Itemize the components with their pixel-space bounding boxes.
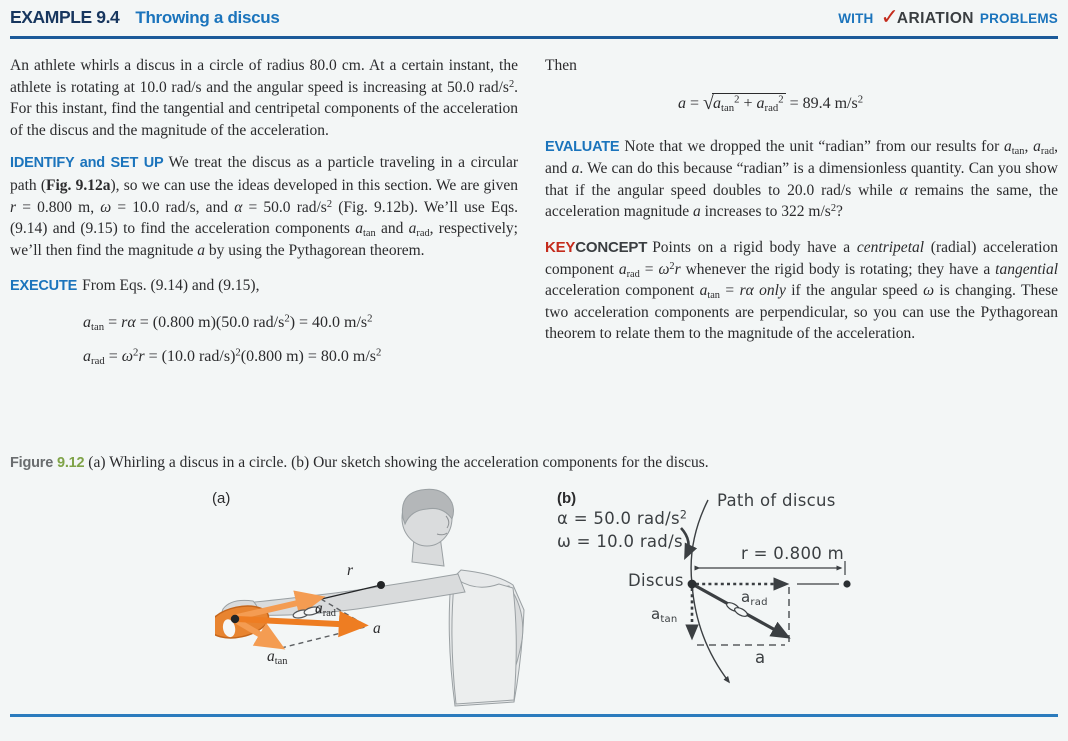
bottom-rule xyxy=(10,714,1058,717)
example-title: Throwing a discus xyxy=(135,8,280,27)
athlete-illustration xyxy=(215,488,545,714)
panel-a-label: (a) xyxy=(212,490,231,507)
discus-dot xyxy=(231,615,239,623)
keyconcept-paragraph xyxy=(545,237,1058,345)
identify-setup-text: We treat the discus as a particle traveling in a circular path (Fig. 9.12a), so we can use the ideas developed in this section. We are given r = 0.800 m, ω = 10.0 rad/s, and α = 50.0 rad/$s^2$ (Fig. 9.12b). We’ll use Eqs. (9.14) and (9.15) to find the acceleration components $a_{tan}$ and $a_{rad}$, respectively; we’ll then find the magnitude a by using the Pythagorean theorem. xyxy=(10,154,518,259)
path-of-discus-label: Path of discus xyxy=(717,491,836,510)
path-of-discus-curve xyxy=(691,500,729,682)
right-column xyxy=(545,55,1058,345)
variation-word: ARIATION xyxy=(896,10,974,27)
equation-a-rad: $a_{rad} = \omega^2r = (10.0$ rad/s)$^2$(0.800 m) = 80.0 $m/s^2$ xyxy=(83,346,382,367)
a-rad-label: $a_{rad}$ xyxy=(741,588,768,608)
figure-word: Figure xyxy=(10,455,54,471)
a-tan-label: $a_{tan}$ xyxy=(651,605,678,625)
discus-dot xyxy=(688,580,697,589)
example-number: EXAMPLE 9.4 xyxy=(10,7,120,27)
keyconcept-text: Points on a rigid body have a centripetal (radial) acceleration component $a_{rad} = \omega^2r$ whenever the rigid body is rotating; they have a tangential acceleration component $a_{tan} = r\alpha$ only if the angular speed ω is changing. These two acceleration components are perpendicular, so you can use the Pythagorean theorem to relate them to the magnitude of the acceleration. xyxy=(545,238,1059,343)
a-label: a xyxy=(755,648,766,667)
figure-a-panel xyxy=(212,488,545,714)
execute-text: From Eqs. (9.14) and (9.15), xyxy=(82,277,260,295)
problem-statement: An athlete whirls a discus in a circle of radius 80.0 cm. At a certain instant, the athlete is rotating at 10.0 rad/s and the angular speed is increasing at 50.0 rad/$s^2$. For this instant, find the tangential and centripetal components of the acceleration of the discus and the magnitude of the acceleration. xyxy=(10,57,518,139)
identify-setup-label: IDENTIFY and SET UP xyxy=(10,155,164,172)
r-label: r xyxy=(347,562,354,579)
figure-number: 9.12 xyxy=(56,455,85,471)
radius-dimension xyxy=(699,561,845,575)
evaluate-paragraph xyxy=(545,136,1058,223)
discus-label: Discus xyxy=(628,571,684,590)
with-word: WITH xyxy=(838,11,874,26)
keyconcept-label xyxy=(545,239,652,256)
variation-problems-badge: WITH ✓ ARIATION PROBLEMS xyxy=(838,4,1058,29)
example-header xyxy=(10,4,1058,29)
athlete-tank-top xyxy=(452,580,516,704)
problems-word: PROBLEMS xyxy=(979,11,1058,26)
figure-b-panel xyxy=(545,488,945,714)
evaluate-text: Note that we dropped the unit “radian” from our results for $a_{tan}$, $a_{rad}$, and a. We can do this because “radian” is a dimensionless quantity. Can you show that if the angular speed doubles to 20.0 rad/s while α remains the same, the acceleration magnitude a increases to 322 $m/s^2$? xyxy=(545,137,1059,221)
equation-a-tan: $a_{tan} = r\alpha = (0.800$ m)(50.0 rad/$s^2) = 40.0$ $m/s^2$ xyxy=(83,312,373,333)
a-tan-label: $a_{tan}$ xyxy=(267,648,288,667)
a-rad-label: $a_{rad}$ xyxy=(315,600,336,619)
figure-caption xyxy=(10,454,1058,472)
equation-magnitude: $a = √a_{tan}^2 + a_{rad}^2 = 89.4$ $m/s^2$ xyxy=(678,91,864,114)
header-rule xyxy=(10,36,1058,39)
athlete-body xyxy=(222,489,524,706)
omega-value-label: ω = 10.0 rad/s xyxy=(557,532,683,551)
execute-paragraph xyxy=(10,275,518,298)
left-column xyxy=(10,55,518,380)
evaluate-label: EVALUATE xyxy=(545,138,620,155)
then-label: Then xyxy=(545,57,577,74)
concept-word: CONCEPT xyxy=(575,238,648,256)
identify-setup-paragraph xyxy=(10,152,518,261)
radius-value-label: r = 0.800 m xyxy=(741,544,844,563)
key-word: KEY xyxy=(545,238,576,256)
shoulder-dot xyxy=(377,581,385,589)
figure-caption-text: (a) Whirling a discus in a circle. (b) Our sketch showing the acceleration components for the discus. xyxy=(84,454,709,471)
a-label: a xyxy=(373,620,381,637)
execute-equations xyxy=(10,312,518,368)
execute-label: EXECUTE xyxy=(10,278,78,295)
panel-b-label: (b) xyxy=(557,490,577,507)
center-dot xyxy=(843,580,850,587)
alpha-value-label: α = 50.0 rad/$s^2$ xyxy=(557,508,688,528)
